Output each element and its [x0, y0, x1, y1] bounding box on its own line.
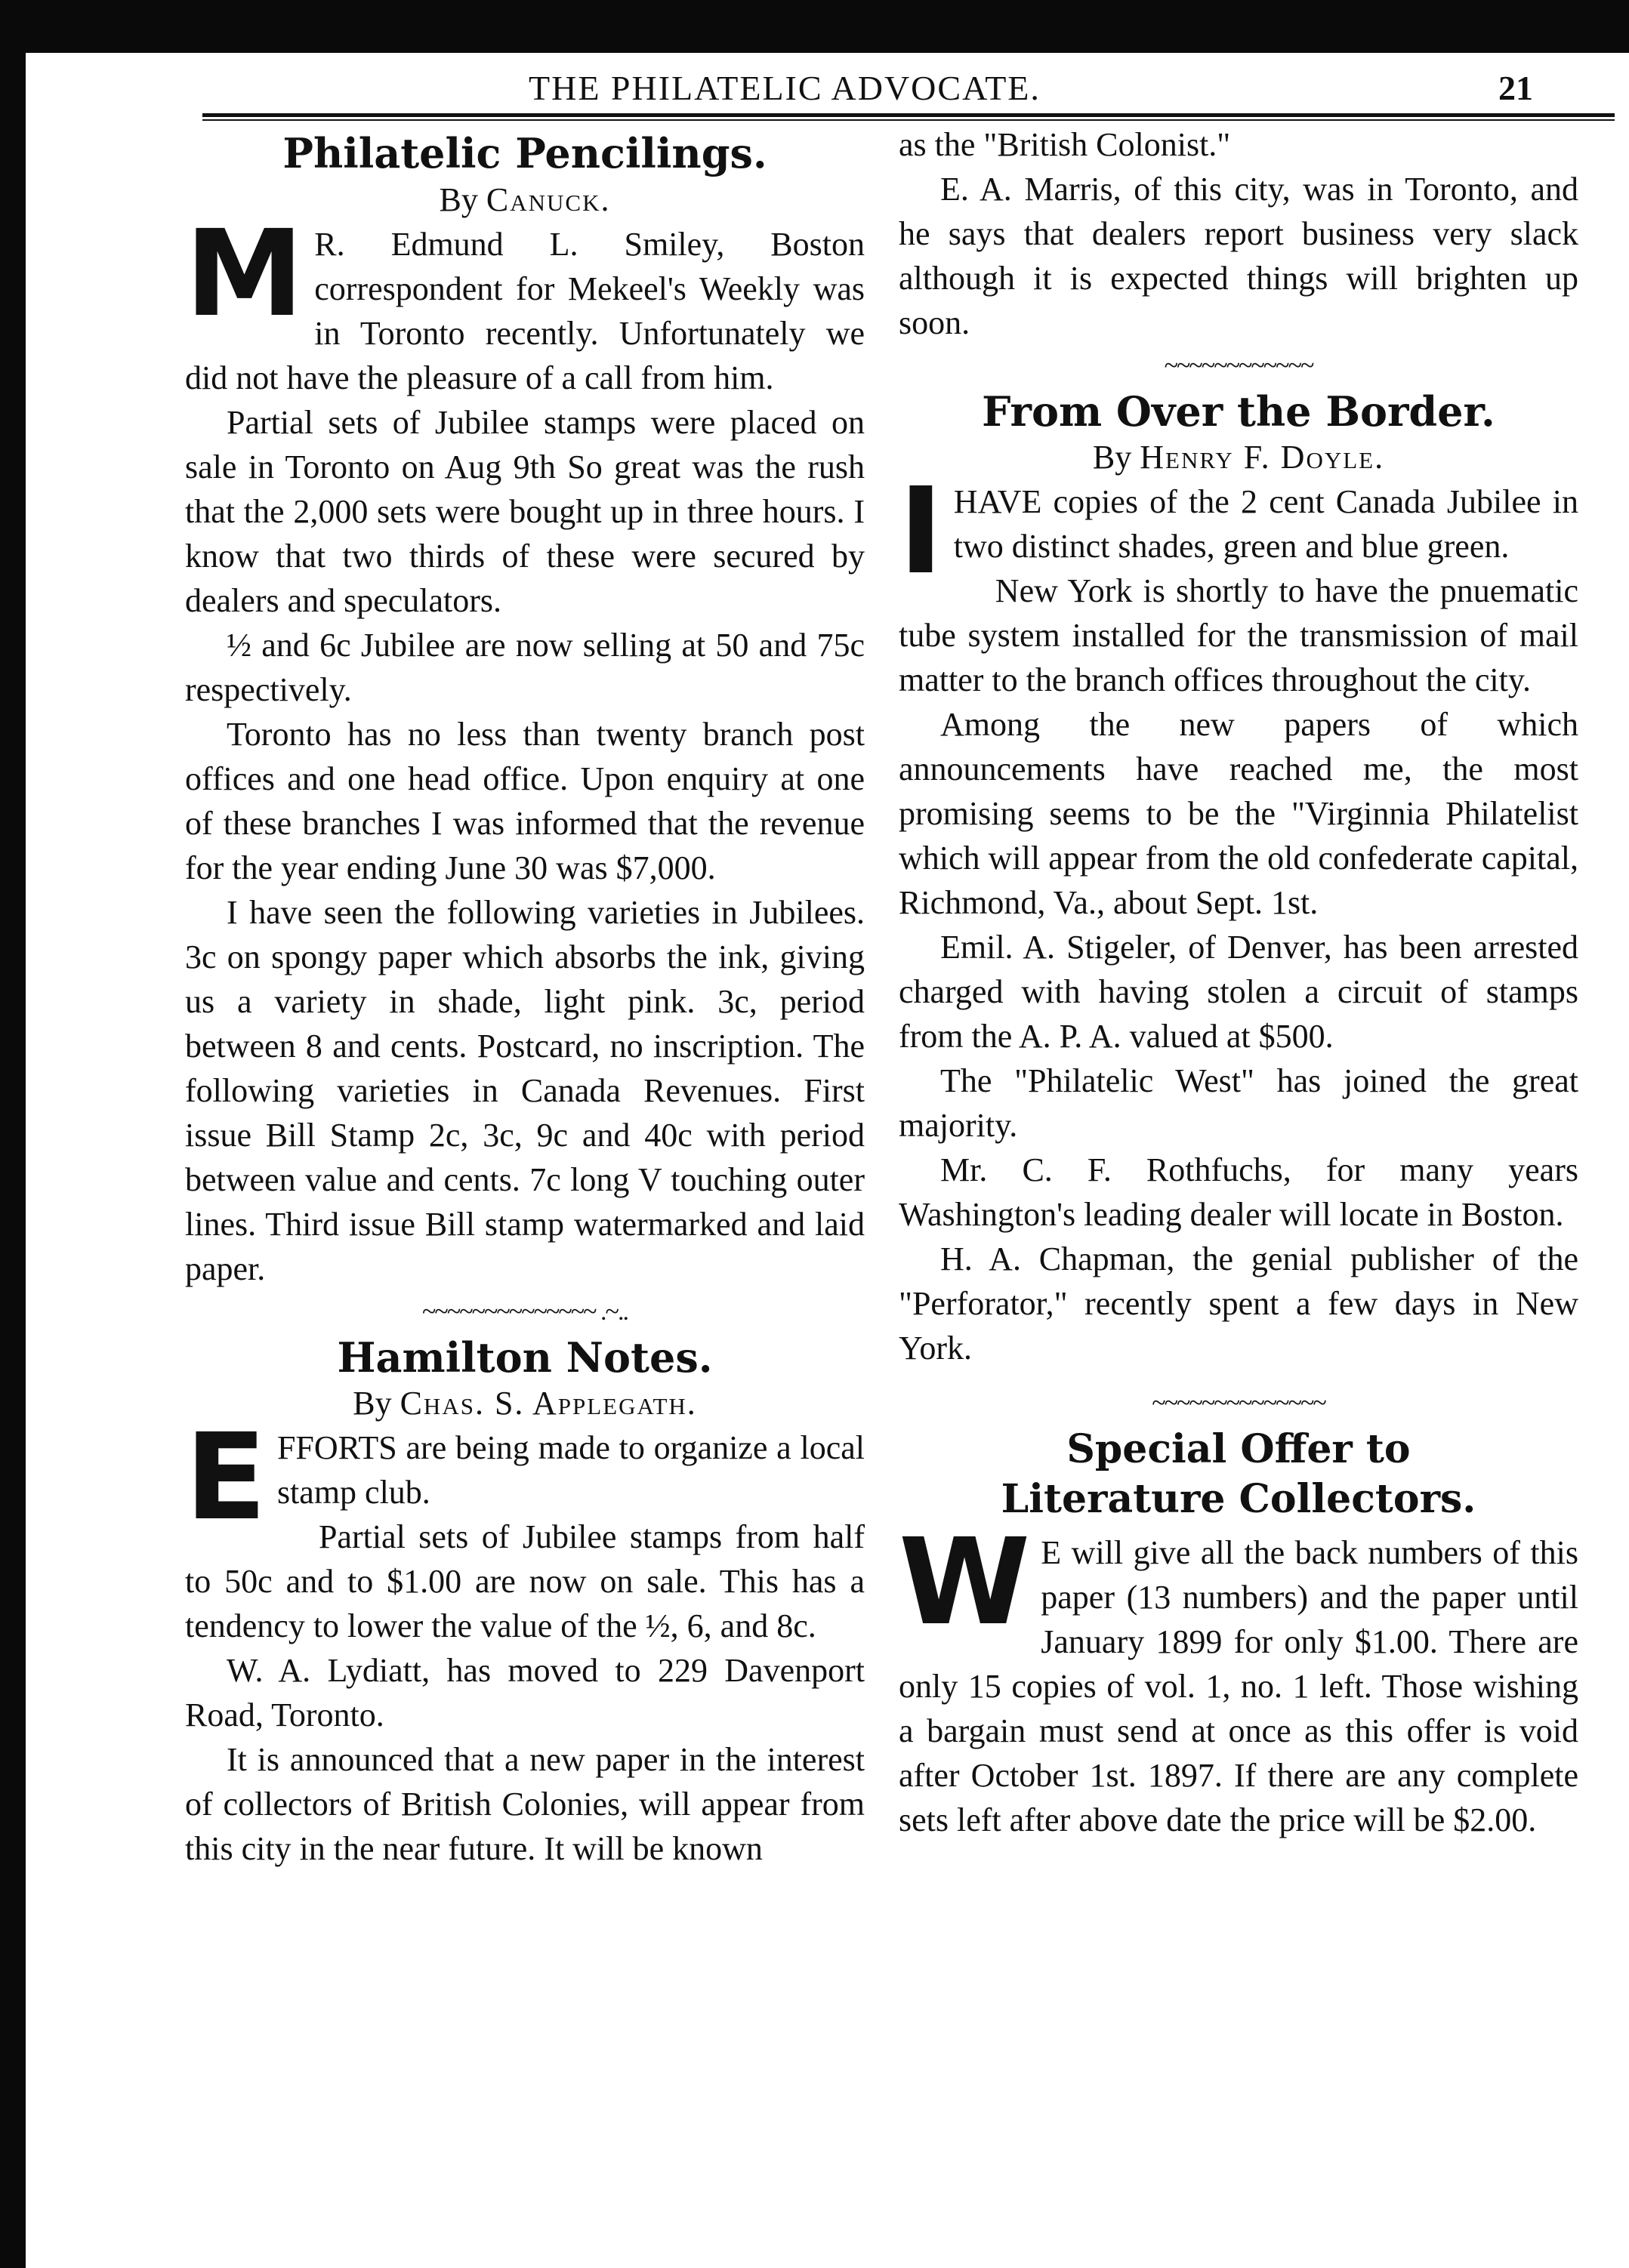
paragraph-text: R. Edmund L. Smiley, Boston correspondent for Mekeel's Weekly was in Toronto recently. Unfortunately we did not have the pleasure of a call from him. — [185, 226, 865, 396]
paragraph — [899, 462, 1578, 601]
paragraph-text: HAVE copies of the 2 cent Canada Jubilee in two distinct shades, green and blue green. — [953, 483, 1578, 565]
paragraph: H. A. Chapman, the genial publisher of the "Perforator," recently spent a few days in New York. — [899, 1240, 1578, 1367]
byline-prefix: By — [439, 181, 478, 218]
article-hamilton-notes — [185, 1333, 865, 1871]
paragraph-text: FFORTS are being made to organize a local stamp club. — [276, 1429, 865, 1511]
running-header — [249, 68, 1548, 113]
paragraph: The "Philatelic West" has joined the great majority. — [899, 1062, 1578, 1144]
article-special-offer — [899, 1425, 1578, 1842]
paragraph: New York is shortly to have the pnuematic tube system installed for the transmission of mail matter to the branch offices throughout the city. — [899, 572, 1578, 698]
left-column — [185, 122, 865, 1871]
paragraph: I have seen the following varieties in Jubilees. 3c on spongy paper which absorbs the ink, giving us a variety in shade, light pink. 3c, period between 8 and cents. Postcard, no inscription. The following varieties in Canada Revenues. First issue Bill Stamp 2c, 3c, 9c and 40c with period between value and cents. 7c long V touching outer lines. Third issue Bill stamp watermarked and laid paper. — [185, 894, 865, 1287]
article-title: From Over the Border. — [982, 387, 1495, 436]
article-title-line1: Special Offer to — [1066, 1426, 1411, 1472]
drop-cap: I — [899, 462, 943, 601]
scan-top-border — [0, 0, 1629, 53]
scan-left-border — [0, 0, 26, 2268]
paragraph: Mr. C. F. Rothfuchs, for many years Washington's leading dealer will locate in Boston. — [899, 1151, 1578, 1233]
header-rule — [202, 113, 1615, 117]
paragraph: Among the new papers of which announcements have reached me, the most promising seems to be the "Virginnia Philatelist which will appear from the old confederate capital, Richmond, Va., about Sept. 1st. — [899, 706, 1578, 921]
publication-title: THE PHILATELIC ADVOCATE. — [529, 69, 1041, 107]
paragraph: E. A. Marris, of this city, was in Toronto, and he says that dealers report business very slack although it is expected things will brighten up soon. — [899, 171, 1578, 341]
drop-cap: E — [185, 1408, 267, 1547]
byline-prefix: By — [1092, 439, 1132, 476]
header-rule-thin — [202, 119, 1615, 121]
drop-cap: W — [899, 1513, 1031, 1652]
paragraph — [899, 1513, 1578, 1842]
continued-text: as the "British Colonist." — [899, 126, 1231, 163]
drop-cap: M — [185, 205, 304, 344]
paragraph: Partial sets of Jubilee stamps from half to 50c and to $1.00 are now on sale. This has a tendency to lower the value of the ½, 6, and 8c. — [185, 1518, 865, 1644]
paragraph: Toronto has no less than twenty branch post offices and one head office. Upon enquiry at one of these branches I was informed that the revenue for the year ending June 30 was $7,000. — [185, 716, 865, 886]
byline — [899, 436, 1578, 479]
article-title: Hamilton Notes. — [337, 1333, 713, 1382]
paragraph — [185, 205, 865, 400]
article-philatelic-pencilings — [185, 128, 865, 1291]
paragraph: ½ and 6c Jubilee are now selling at 50 and 75c respectively. — [185, 627, 865, 708]
byline-author: Canuck. — [486, 181, 611, 218]
ornamental-rule: ~~~~~~~~~~~~~~ — [1152, 1389, 1325, 1417]
right-column — [899, 122, 1578, 1842]
paragraph — [185, 1408, 865, 1547]
paragraph-text: E will give all the back numbers of this paper (13 numbers) and the paper until January 1899 for only $1.00. There are only 15 copies of vol. 1, no. 1 left. Those wishing a bargain must send at once as this offer is void after October 1st. 1897. If there are any complete sets left after above date the price will be $2.00. — [899, 1534, 1578, 1838]
paragraph: It is announced that a new paper in the interest of collectors of British Colonies, will appear from this city in the near future. It will be known — [185, 1741, 865, 1867]
byline-author: Chas. S. Applegath. — [400, 1385, 697, 1422]
byline-author: Henry F. Doyle. — [1140, 439, 1385, 476]
page-number: 21 — [1498, 69, 1533, 107]
article-title: Philatelic Pencilings. — [282, 129, 767, 177]
paragraph: W. A. Lydiatt, has moved to 229 Davenport Road, Toronto. — [185, 1652, 865, 1733]
article-title-line2: Literature Collectors. — [1001, 1476, 1476, 1522]
ornamental-rule: ~~~~~~~~~~~~~~ .~.. — [422, 1298, 628, 1326]
byline-prefix: By — [353, 1385, 392, 1422]
ornamental-rule: ~~~~~~~~~~~~ — [1164, 352, 1313, 380]
article-from-over-the-border — [899, 387, 1578, 1370]
paragraph: Partial sets of Jubilee stamps were placed on sale in Toronto on Aug 9th So great was the rush that the 2,000 sets were bought up in three hours. I know that two thirds of these were secured by dealers and speculators. — [185, 404, 865, 619]
byline — [185, 1382, 865, 1425]
paragraph: Emil. A. Stigeler, of Denver, has been arrested charged with having stolen a circuit of stamps from the A. P. A. valued at $500. — [899, 929, 1578, 1055]
